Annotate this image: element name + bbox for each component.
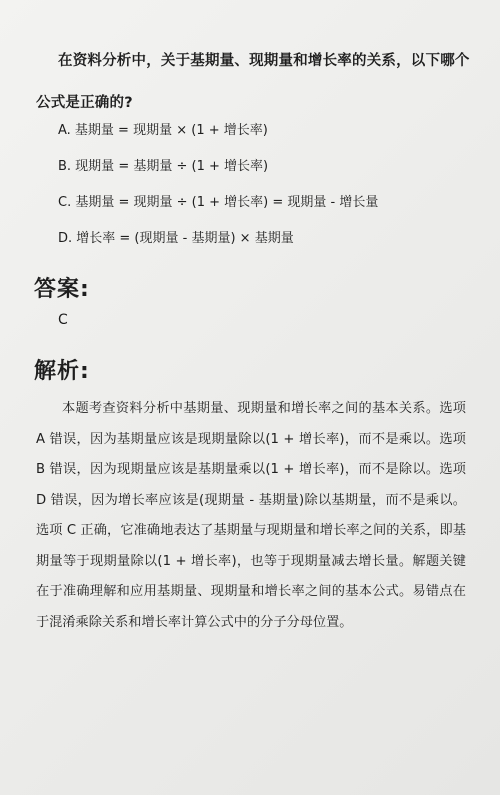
option-b: B. 现期量 = 基期量 ÷ (1 + 增长率) — [58, 159, 269, 174]
question-text: 在资料分析中，关于基期量、现期量和增长率的关系，以下哪个公式是正确的? — [36, 53, 470, 111]
analysis-text: 本题考查资料分析中基期量、现期量和增长率之间的基本关系。选项 A 错误，因为基期量应该是现期量除以(1 + 增长率)，而不是乘以。选项 B 错误，因为现期量应该是基期量乘以(1 + 增长率)，而不是除以。选项 D 错误，因为增长率应该是(现期量 - 基期量)除以基期量，而不是乘以。选项 C 正确，它准确地表达了基期量与现期量和增长率之间的关系，即基期量等于现期量除以(1 + 增长率)，也等于现期量减去增长量。解题关键在于准确理解和应用基期量、现期量和增长率之间的基本公式。易错点在于混淆乘除关系和增长率计算公式中的分子分母位置。 — [36, 401, 466, 630]
option-a: A. 基期量 = 现期量 × (1 + 增长率) — [58, 123, 268, 138]
answer-value: C — [58, 312, 68, 328]
analysis-heading: 解析: — [34, 359, 90, 384]
option-c: C. 基期量 = 现期量 ÷ (1 + 增长率) = 现期量 - 增长量 — [58, 195, 379, 210]
answer-heading: 答案: — [34, 277, 90, 302]
options-list — [58, 118, 378, 262]
option-d: D. 增长率 = (现期量 - 基期量) × 基期量 — [58, 231, 294, 246]
